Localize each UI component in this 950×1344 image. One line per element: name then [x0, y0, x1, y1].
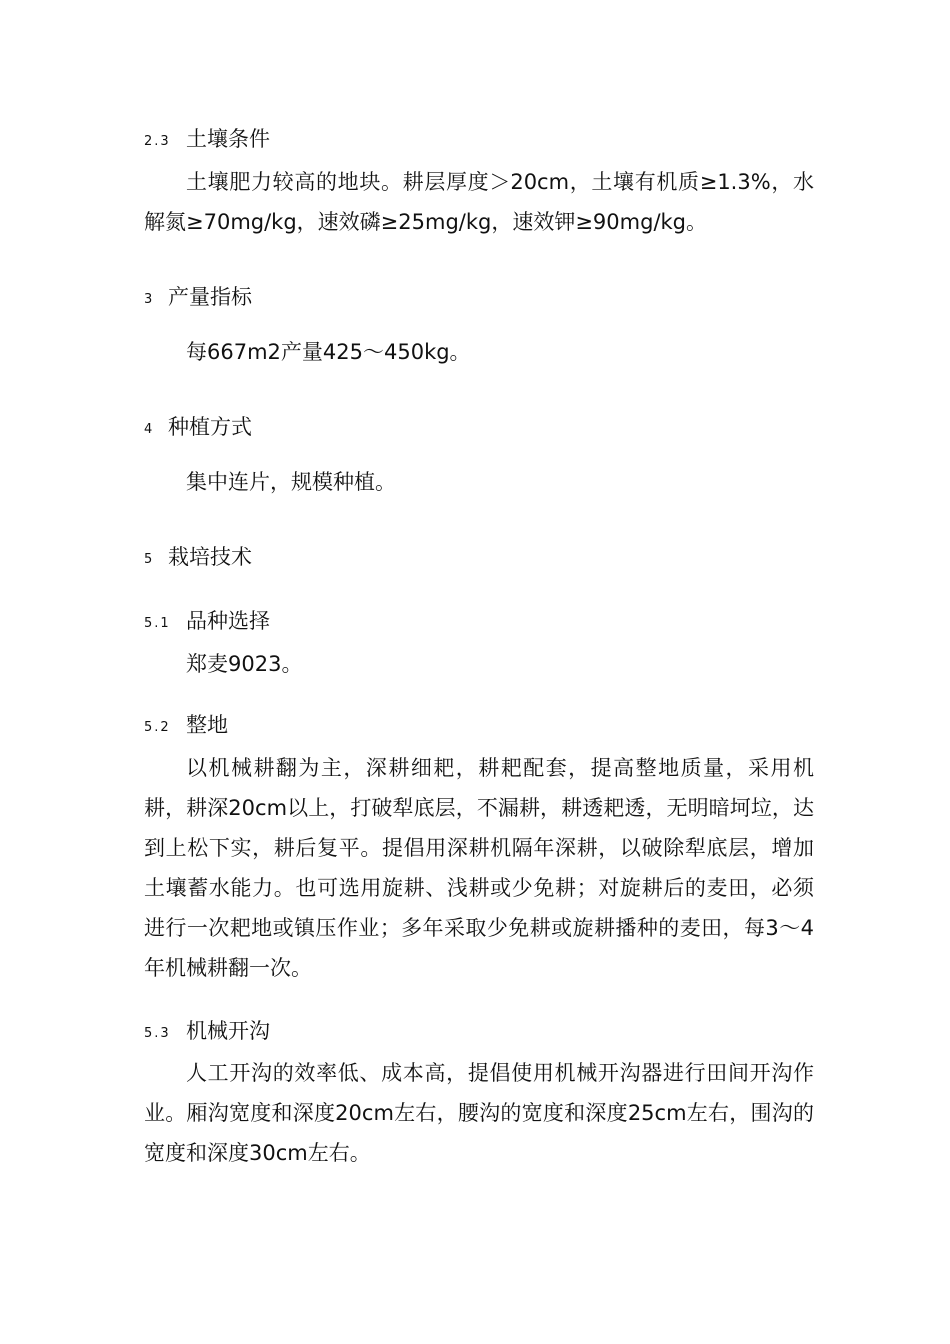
paragraph-yield-target: 每667m2产量425～450kg。	[186, 340, 471, 364]
section-number: 2.3	[144, 134, 171, 149]
paragraph-soil-conditions: 土壤肥力较高的地块。耕层厚度＞20cm，土壤有机质≥1.3%，水解氮≥70mg/kg，速效磷≥25mg/kg，速效钾≥90mg/kg。	[144, 170, 814, 234]
section-heading-5-1	[144, 600, 270, 632]
section-heading-2-3	[144, 118, 270, 150]
paragraph-land-preparation: 以机械耕翻为主，深耕细耙，耕耙配套，提高整地质量，采用机耕，耕深20cm以上，打破犁底层，不漏耕，耕透耙透，无明暗坷垃，达到上松下实，耕后复平。提倡用深耕机隔年深耕，以破除犁底层，增加土壤蓄水能力。也可选用旋耕、浅耕或少免耕；对旋耕后的麦田，必须进行一次耙地或镇压作业；多年采取少免耕或旋耕播种的麦田，每3～4年机械耕翻一次。	[144, 756, 814, 980]
paragraph-mechanical-ditching: 人工开沟的效率低、成本高，提倡使用机械开沟器进行田间开沟作业。厢沟宽度和深度20cm左右，腰沟的宽度和深度25cm左右，围沟的宽度和深度30cm左右。	[144, 1061, 814, 1165]
paragraph-planting-method: 集中连片，规模种植。	[186, 470, 396, 494]
section-title: 机械开沟	[186, 1019, 270, 1043]
section-title: 整地	[186, 713, 228, 737]
section-number: 5.2	[144, 720, 171, 735]
section-heading-5	[144, 536, 252, 568]
paragraph-variety: 郑麦9023。	[186, 652, 303, 676]
section-number: 5.3	[144, 1026, 171, 1041]
section-heading-5-3	[144, 1010, 270, 1042]
section-heading-4	[144, 406, 252, 438]
section-heading-3	[144, 276, 252, 308]
section-number: 5.1	[144, 616, 171, 631]
section-title: 品种选择	[186, 609, 270, 633]
section-heading-5-2	[144, 704, 228, 736]
section-number: 3	[144, 292, 155, 307]
section-title: 土壤条件	[186, 127, 270, 151]
section-title: 栽培技术	[168, 545, 252, 569]
section-title: 种植方式	[168, 415, 252, 439]
section-number: 5	[144, 552, 155, 567]
section-number: 4	[144, 422, 155, 437]
section-title: 产量指标	[168, 285, 252, 309]
